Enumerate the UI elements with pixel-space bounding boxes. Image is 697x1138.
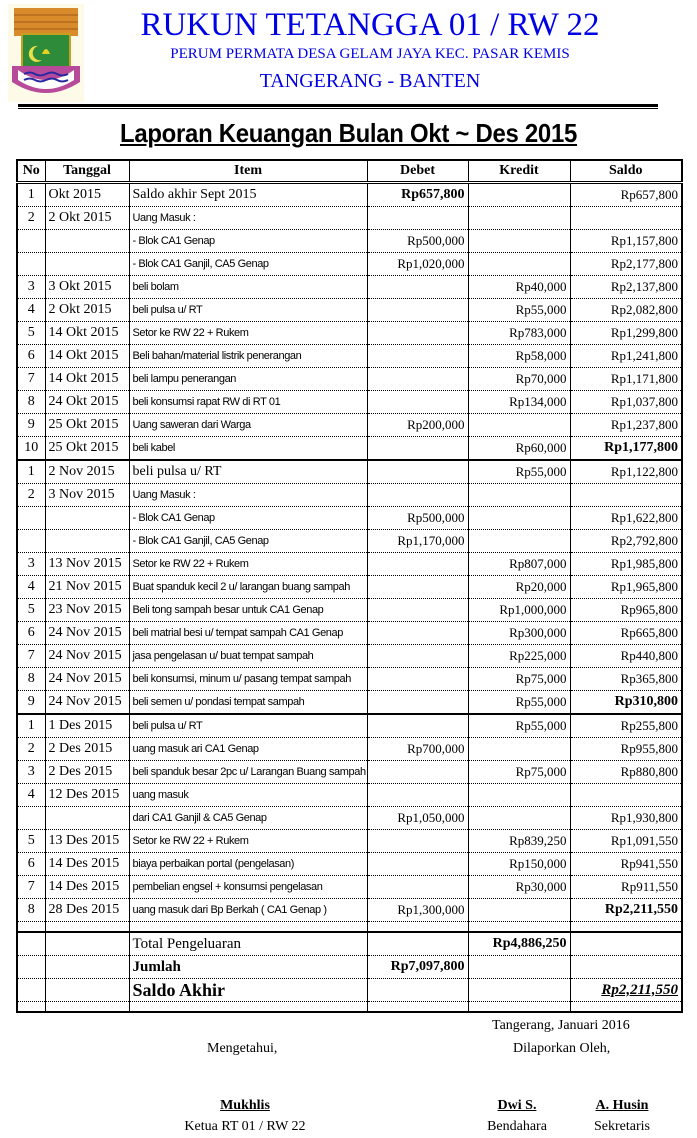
col-header-debet: Debet — [367, 160, 468, 183]
row-no: 10 — [17, 437, 45, 461]
row-item: Saldo akhir Sept 2015 — [129, 183, 367, 207]
row-no: 3 — [17, 761, 45, 784]
row-debet — [367, 484, 468, 507]
row-date: 2 Des 2015 — [45, 738, 129, 761]
row-kredit: Rp55,000 — [468, 691, 570, 715]
row-kredit: Rp225,000 — [468, 645, 570, 668]
row-item: Setor ke RW 22 + Rukem — [129, 322, 367, 345]
row-debet — [367, 691, 468, 715]
table-row — [17, 761, 682, 784]
jumlah-debet: Rp7,097,800 — [367, 956, 468, 979]
signatory-role-bendahara: Bendahara — [487, 1119, 547, 1134]
row-no — [17, 507, 45, 530]
table-row — [17, 460, 682, 484]
table-row — [17, 437, 682, 461]
row-date: 24 Nov 2015 — [45, 645, 129, 668]
table-row — [17, 530, 682, 553]
row-date: 3 Okt 2015 — [45, 276, 129, 299]
row-item: Beli tong sampah besar untuk CA1 Genap — [129, 599, 367, 622]
row-item: beli semen u/ pondasi tempat sampah — [129, 691, 367, 715]
row-no: 9 — [17, 691, 45, 715]
row-date: 23 Nov 2015 — [45, 599, 129, 622]
saldo-akhir-row — [17, 979, 682, 1002]
row-debet — [367, 853, 468, 876]
row-item: jasa pengelasan u/ buat tempat sampah — [129, 645, 367, 668]
rt-logo — [8, 4, 84, 102]
row-kredit — [468, 507, 570, 530]
row-item: beli pulsa u/ RT — [129, 299, 367, 322]
table-row — [17, 784, 682, 807]
table-row — [17, 553, 682, 576]
col-header-no: No — [17, 160, 45, 183]
row-item: Beli bahan/material listrik penerangan — [129, 345, 367, 368]
row-saldo: Rp1,930,800 — [570, 807, 682, 830]
row-item: beli kabel — [129, 437, 367, 461]
table-row — [17, 391, 682, 414]
row-item: Uang Masuk : — [129, 484, 367, 507]
row-debet — [367, 668, 468, 691]
row-item: - Blok CA1 Ganjil, CA5 Genap — [129, 530, 367, 553]
spacer-cell — [17, 922, 45, 933]
row-item: dari CA1 Ganjil & CA5 Genap — [129, 807, 367, 830]
row-kredit — [468, 414, 570, 437]
row-no: 6 — [17, 345, 45, 368]
row-saldo: Rp1,965,800 — [570, 576, 682, 599]
row-date: 14 Des 2015 — [45, 853, 129, 876]
table-row — [17, 253, 682, 276]
row-no: 4 — [17, 299, 45, 322]
row-kredit: Rp75,000 — [468, 761, 570, 784]
row-date: Okt 2015 — [45, 183, 129, 207]
finance-table — [16, 159, 683, 1013]
row-saldo: Rp1,299,800 — [570, 322, 682, 345]
row-debet: Rp1,020,000 — [367, 253, 468, 276]
spacer-row — [17, 1002, 682, 1013]
row-item: biaya perbaikan portal (pengelasan) — [129, 853, 367, 876]
table-row — [17, 738, 682, 761]
row-no: 1 — [17, 183, 45, 207]
row-item: beli pulsa u/ RT — [129, 714, 367, 738]
signatory-role-ketua: Ketua RT 01 / RW 22 — [184, 1119, 306, 1134]
row-debet — [367, 207, 468, 230]
place-date: Tangerang, Januari 2016 — [492, 1018, 630, 1033]
table-row — [17, 299, 682, 322]
row-date — [45, 253, 129, 276]
row-kredit — [468, 738, 570, 761]
row-kredit: Rp300,000 — [468, 622, 570, 645]
row-no: 1 — [17, 460, 45, 484]
signatory-role-sekretaris: Sekretaris — [594, 1119, 650, 1134]
row-debet — [367, 830, 468, 853]
row-saldo: Rp657,800 — [570, 183, 682, 207]
table-header-row — [17, 160, 682, 183]
row-kredit — [468, 530, 570, 553]
row-kredit: Rp55,000 — [468, 299, 570, 322]
col-header-date: Tanggal — [45, 160, 129, 183]
row-date: 28 Des 2015 — [45, 899, 129, 922]
row-kredit — [468, 253, 570, 276]
saldo-akhir-label: Saldo Akhir — [129, 979, 367, 1002]
row-kredit: Rp134,000 — [468, 391, 570, 414]
table-row — [17, 207, 682, 230]
reported-by-label: Dilaporkan Oleh, — [513, 1041, 611, 1056]
col-header-item: Item — [129, 160, 367, 183]
row-debet: Rp200,000 — [367, 414, 468, 437]
row-no: 8 — [17, 391, 45, 414]
row-no — [17, 807, 45, 830]
table-row — [17, 183, 682, 207]
table-row — [17, 345, 682, 368]
row-item: Setor ke RW 22 + Rukem — [129, 553, 367, 576]
table-row — [17, 876, 682, 899]
row-no: 2 — [17, 207, 45, 230]
row-item: beli lampu penerangan — [129, 368, 367, 391]
spacer-cell — [367, 922, 468, 933]
row-item: - Blok CA1 Genap — [129, 230, 367, 253]
row-kredit: Rp58,000 — [468, 345, 570, 368]
jumlah-row — [17, 956, 682, 979]
row-date: 13 Nov 2015 — [45, 553, 129, 576]
row-debet — [367, 784, 468, 807]
row-date: 2 Okt 2015 — [45, 299, 129, 322]
row-kredit — [468, 484, 570, 507]
row-no: 7 — [17, 368, 45, 391]
row-kredit: Rp20,000 — [468, 576, 570, 599]
row-saldo: Rp941,550 — [570, 853, 682, 876]
row-debet — [367, 276, 468, 299]
row-date: 14 Okt 2015 — [45, 322, 129, 345]
table-row — [17, 645, 682, 668]
row-no: 5 — [17, 322, 45, 345]
row-saldo: Rp1,241,800 — [570, 345, 682, 368]
col-header-kredit: Kredit — [468, 160, 570, 183]
row-date: 3 Nov 2015 — [45, 484, 129, 507]
row-saldo: Rp2,082,800 — [570, 299, 682, 322]
row-date: 2 Okt 2015 — [45, 207, 129, 230]
row-kredit: Rp783,000 — [468, 322, 570, 345]
table-row — [17, 830, 682, 853]
row-saldo: Rp1,037,800 — [570, 391, 682, 414]
row-date: 14 Des 2015 — [45, 876, 129, 899]
row-date — [45, 507, 129, 530]
spacer-cell — [129, 922, 367, 933]
row-debet: Rp500,000 — [367, 230, 468, 253]
total-kredit: Rp4,886,250 — [468, 932, 570, 956]
row-saldo: Rp1,091,550 — [570, 830, 682, 853]
row-date: 24 Okt 2015 — [45, 391, 129, 414]
row-date: 24 Nov 2015 — [45, 622, 129, 645]
row-saldo: Rp1,171,800 — [570, 368, 682, 391]
row-debet: Rp1,050,000 — [367, 807, 468, 830]
row-saldo: Rp1,122,800 — [570, 460, 682, 484]
row-debet — [367, 599, 468, 622]
row-no: 6 — [17, 853, 45, 876]
row-no: 2 — [17, 738, 45, 761]
row-no — [17, 253, 45, 276]
row-date: 24 Nov 2015 — [45, 691, 129, 715]
row-item: beli konsumsi, minum u/ pasang tempat sampah — [129, 668, 367, 691]
row-kredit: Rp1,000,000 — [468, 599, 570, 622]
table-row — [17, 276, 682, 299]
row-item: uang masuk ari CA1 Genap — [129, 738, 367, 761]
row-kredit: Rp70,000 — [468, 368, 570, 391]
row-saldo: Rp1,237,800 — [570, 414, 682, 437]
row-item: beli konsumsi rapat RW di RT 01 — [129, 391, 367, 414]
acknowledged-label: Mengetahui, — [207, 1041, 278, 1056]
row-no: 9 — [17, 414, 45, 437]
row-debet — [367, 876, 468, 899]
row-saldo: Rp1,177,800 — [570, 437, 682, 461]
row-date: 21 Nov 2015 — [45, 576, 129, 599]
row-kredit: Rp40,000 — [468, 276, 570, 299]
row-debet — [367, 322, 468, 345]
row-date — [45, 530, 129, 553]
row-saldo — [570, 484, 682, 507]
row-saldo: Rp880,800 — [570, 761, 682, 784]
row-no — [17, 230, 45, 253]
row-saldo: Rp1,985,800 — [570, 553, 682, 576]
table-row — [17, 414, 682, 437]
row-date: 13 Des 2015 — [45, 830, 129, 853]
row-kredit: Rp55,000 — [468, 714, 570, 738]
row-date: 2 Nov 2015 — [45, 460, 129, 484]
row-debet: Rp500,000 — [367, 507, 468, 530]
table-row — [17, 622, 682, 645]
row-date: 2 Des 2015 — [45, 761, 129, 784]
spacer-row — [17, 922, 682, 933]
header-divider — [18, 104, 658, 107]
row-kredit: Rp55,000 — [468, 460, 570, 484]
row-debet — [367, 714, 468, 738]
row-kredit — [468, 807, 570, 830]
row-saldo: Rp440,800 — [570, 645, 682, 668]
row-item: beli matrial besi u/ tempat sampah CA1 Genap — [129, 622, 367, 645]
table-row — [17, 899, 682, 922]
row-no: 5 — [17, 830, 45, 853]
row-debet — [367, 553, 468, 576]
row-saldo: Rp2,137,800 — [570, 276, 682, 299]
row-date: 25 Okt 2015 — [45, 414, 129, 437]
row-kredit: Rp839,250 — [468, 830, 570, 853]
row-kredit — [468, 183, 570, 207]
row-debet: Rp700,000 — [367, 738, 468, 761]
row-saldo: Rp2,177,800 — [570, 253, 682, 276]
row-saldo: Rp1,622,800 — [570, 507, 682, 530]
row-no: 3 — [17, 276, 45, 299]
row-item: - Blok CA1 Ganjil, CA5 Genap — [129, 253, 367, 276]
row-kredit — [468, 207, 570, 230]
signatory-name-sekretaris: A. Husin — [595, 1098, 649, 1113]
row-saldo: Rp965,800 — [570, 599, 682, 622]
row-item: beli spanduk besar 2pc u/ Larangan Buang sampah — [129, 761, 367, 784]
row-item: Uang Masuk : — [129, 207, 367, 230]
row-no: 7 — [17, 645, 45, 668]
row-saldo: Rp365,800 — [570, 668, 682, 691]
row-date: 24 Nov 2015 — [45, 668, 129, 691]
row-debet — [367, 645, 468, 668]
row-item: beli bolam — [129, 276, 367, 299]
row-saldo — [570, 207, 682, 230]
row-item: Buat spanduk kecil 2 u/ larangan buang sampah — [129, 576, 367, 599]
org-title: RUKUN TETANGGA 01 / RW 22 — [140, 7, 600, 43]
row-item: uang masuk — [129, 784, 367, 807]
row-no: 4 — [17, 576, 45, 599]
table-row — [17, 599, 682, 622]
row-saldo: Rp665,800 — [570, 622, 682, 645]
row-kredit — [468, 230, 570, 253]
row-debet — [367, 576, 468, 599]
row-date: 1 Des 2015 — [45, 714, 129, 738]
report-title: Laporan Keuangan Bulan Okt ~ Des 2015 — [119, 118, 578, 148]
row-date: 12 Des 2015 — [45, 784, 129, 807]
row-debet — [367, 345, 468, 368]
row-item: Uang saweran dari Warga — [129, 414, 367, 437]
row-no: 5 — [17, 599, 45, 622]
total-row — [17, 932, 682, 956]
row-no: 6 — [17, 622, 45, 645]
table-row — [17, 484, 682, 507]
table-row — [17, 668, 682, 691]
signatory-name-bendahara: Dwi S. — [497, 1098, 537, 1113]
saldo-akhir-value: Rp2,211,550 — [570, 979, 682, 1002]
row-debet: Rp1,170,000 — [367, 530, 468, 553]
row-debet: Rp657,800 — [367, 183, 468, 207]
row-saldo: Rp911,550 — [570, 876, 682, 899]
row-item: pembelian engsel + konsumsi pengelasan — [129, 876, 367, 899]
row-debet — [367, 437, 468, 461]
row-saldo: Rp1,157,800 — [570, 230, 682, 253]
org-address: PERUM PERMATA DESA GELAM JAYA KEC. PASAR KEMIS — [170, 46, 570, 62]
row-no: 8 — [17, 899, 45, 922]
row-date — [45, 807, 129, 830]
table-row — [17, 714, 682, 738]
row-saldo — [570, 784, 682, 807]
row-saldo: Rp2,211,550 — [570, 899, 682, 922]
row-no: 3 — [17, 553, 45, 576]
table-row — [17, 507, 682, 530]
row-kredit: Rp807,000 — [468, 553, 570, 576]
row-debet — [367, 299, 468, 322]
row-no: 8 — [17, 668, 45, 691]
header-divider-thin — [18, 108, 658, 109]
table-row — [17, 807, 682, 830]
row-debet — [367, 368, 468, 391]
spacer-cell — [45, 922, 129, 933]
col-header-saldo: Saldo — [570, 160, 682, 183]
table-row — [17, 322, 682, 345]
row-debet — [367, 761, 468, 784]
row-saldo: Rp310,800 — [570, 691, 682, 715]
row-debet — [367, 622, 468, 645]
row-item: uang masuk dari Bp Berkah ( CA1 Genap ) — [129, 899, 367, 922]
row-kredit: Rp60,000 — [468, 437, 570, 461]
row-date — [45, 230, 129, 253]
table-row — [17, 230, 682, 253]
spacer-cell — [468, 922, 570, 933]
table-row — [17, 853, 682, 876]
row-no: 1 — [17, 714, 45, 738]
row-kredit: Rp30,000 — [468, 876, 570, 899]
row-debet: Rp1,300,000 — [367, 899, 468, 922]
row-kredit — [468, 899, 570, 922]
row-date: 14 Okt 2015 — [45, 368, 129, 391]
row-kredit: Rp150,000 — [468, 853, 570, 876]
row-no — [17, 530, 45, 553]
spacer-cell — [570, 922, 682, 933]
row-kredit: Rp75,000 — [468, 668, 570, 691]
jumlah-label: Jumlah — [129, 956, 367, 979]
row-no: 4 — [17, 784, 45, 807]
signatory-name-ketua: Mukhlis — [220, 1098, 270, 1113]
row-saldo: Rp955,800 — [570, 738, 682, 761]
row-saldo: Rp2,792,800 — [570, 530, 682, 553]
row-no: 2 — [17, 484, 45, 507]
row-item: Setor ke RW 22 + Rukem — [129, 830, 367, 853]
row-date: 25 Okt 2015 — [45, 437, 129, 461]
row-item: - Blok CA1 Genap — [129, 507, 367, 530]
row-item: beli pulsa u/ RT — [129, 460, 367, 484]
table-row — [17, 368, 682, 391]
row-no: 7 — [17, 876, 45, 899]
row-debet — [367, 391, 468, 414]
org-city: TANGERANG - BANTEN — [259, 70, 481, 92]
row-debet — [367, 460, 468, 484]
total-label: Total Pengeluaran — [129, 932, 367, 956]
row-saldo: Rp255,800 — [570, 714, 682, 738]
row-kredit — [468, 784, 570, 807]
row-date: 14 Okt 2015 — [45, 345, 129, 368]
table-row — [17, 691, 682, 715]
table-row — [17, 576, 682, 599]
